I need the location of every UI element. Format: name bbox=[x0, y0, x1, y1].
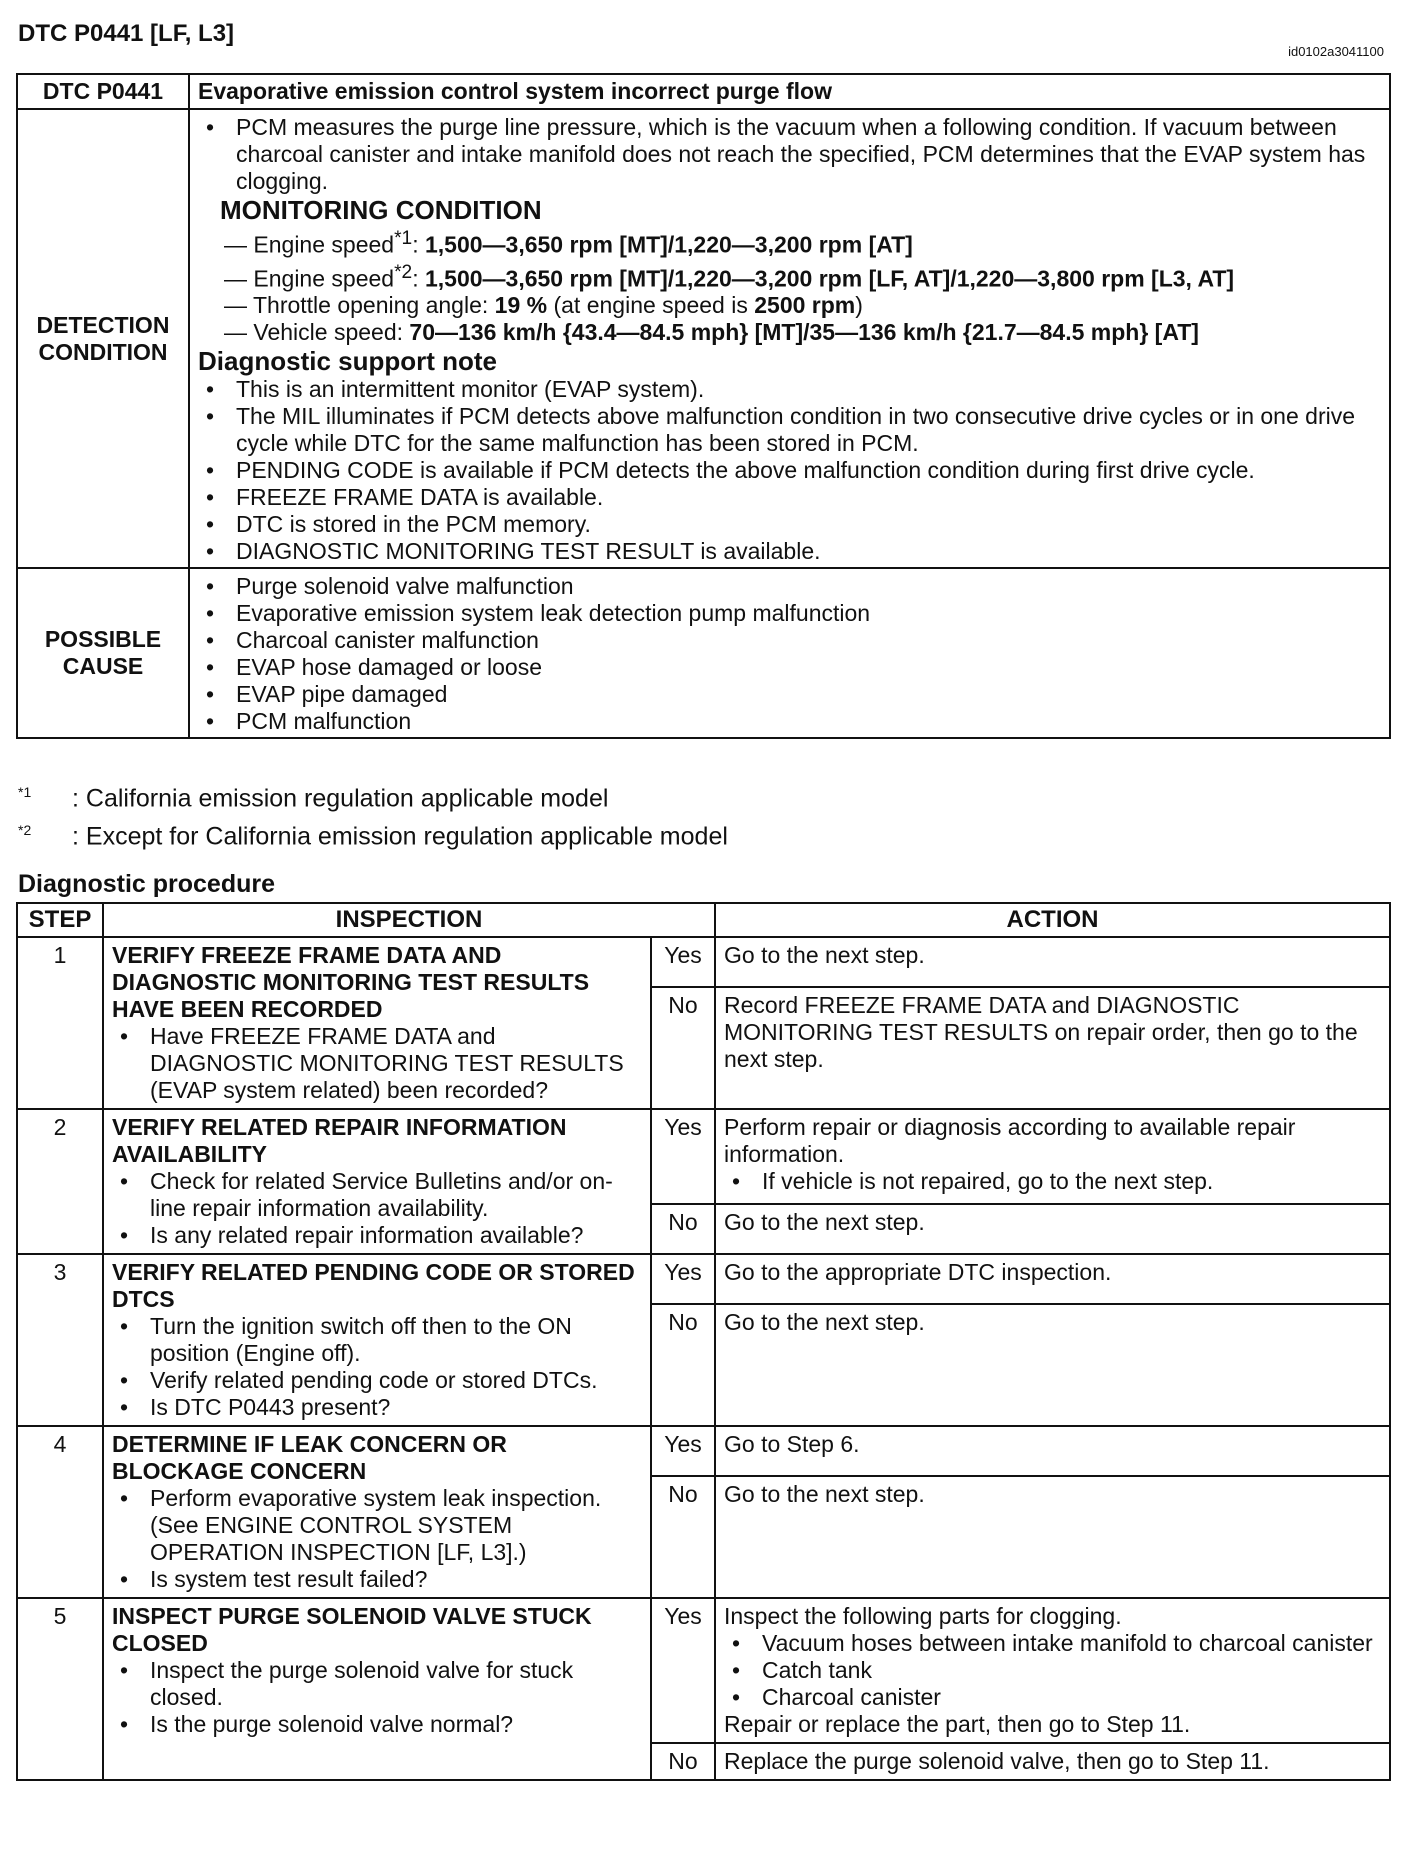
list-item: • Charcoal canister bbox=[762, 1684, 1381, 1711]
dtc-description: Evaporative emission control system incorrect purge flow bbox=[189, 74, 1390, 109]
table-header-row bbox=[17, 903, 1390, 937]
possible-cause-content bbox=[189, 568, 1390, 738]
list-item: • EVAP pipe damaged bbox=[236, 681, 1381, 708]
step-number: 5 bbox=[17, 1598, 103, 1780]
step-number: 1 bbox=[17, 937, 103, 1109]
list-item: • DTC is stored in the PCM memory. bbox=[236, 511, 1381, 538]
table-row bbox=[17, 937, 1390, 987]
no-label: No bbox=[651, 1304, 715, 1426]
list-item: • Turn the ignition switch off then to the ON position (Engine off). bbox=[150, 1313, 642, 1367]
no-label: No bbox=[651, 987, 715, 1109]
detection-condition-content bbox=[189, 109, 1390, 568]
document-id: id0102a3041100 bbox=[1288, 44, 1384, 59]
dtc-code: DTC P0441 bbox=[17, 74, 189, 109]
yes-action: Inspect the following parts for clogging. • Vacuum hoses between intake manifold to charcoal canister • Catch tank • Charcoal canister Repair or replace the part, then go to Step 11. bbox=[715, 1598, 1390, 1743]
yes-action: Go to the next step. bbox=[715, 937, 1390, 987]
step-inspection bbox=[103, 1426, 651, 1598]
no-label: No bbox=[651, 1204, 715, 1254]
monitoring-item: — Vehicle speed: 70—136 km/h {43.4—84.5 mph} [MT]/35—136 km/h {21.7—84.5 mph} [AT] bbox=[224, 319, 1199, 346]
step-title: INSPECT PURGE SOLENOID VALVE STUCK CLOSED bbox=[112, 1603, 592, 1656]
step-inspection bbox=[103, 1254, 651, 1426]
monitoring-condition-title: MONITORING CONDITION bbox=[220, 195, 542, 225]
monitoring-item: — Engine speed$^{*1}$: 1,500—3,650 rpm [MT]/1,220—3,200 rpm [AT] bbox=[224, 228, 913, 258]
step-title: DETERMINE IF LEAK CONCERN OR BLOCKAGE CONCERN bbox=[112, 1431, 507, 1484]
detection-condition-label: DETECTION CONDITION bbox=[17, 109, 189, 568]
list-item: • PENDING CODE is available if PCM detects the above malfunction condition during first drive cycle. bbox=[236, 457, 1381, 484]
detection-intro: • PCM measures the purge line pressure, which is the vacuum when a following condition. If vacuum between charcoal canister and intake manifold does not reach the specified, PCM determines that the EVAP system has clogging. bbox=[236, 114, 1381, 195]
page-title: DTC P0441 [LF, L3] bbox=[18, 20, 235, 47]
list-item: • Is the purge solenoid valve normal? bbox=[150, 1711, 642, 1738]
table-row bbox=[17, 1109, 1390, 1204]
table-row bbox=[17, 1598, 1390, 1743]
list-item: • Vacuum hoses between intake manifold to charcoal canister bbox=[762, 1630, 1381, 1657]
yes-label: Yes bbox=[651, 937, 715, 987]
step-number: 2 bbox=[17, 1109, 103, 1254]
table-row bbox=[17, 1426, 1390, 1476]
list-item: • This is an intermittent monitor (EVAP system). bbox=[236, 376, 1381, 403]
column-header: INSPECTION bbox=[103, 903, 715, 937]
dtc-summary-table bbox=[16, 73, 1391, 739]
list-item: • FREEZE FRAME DATA is available. bbox=[236, 484, 1381, 511]
list-item: • Is system test result failed? bbox=[150, 1566, 642, 1593]
list-item: • Verify related pending code or stored DTCs. bbox=[150, 1367, 642, 1394]
step-title: VERIFY RELATED PENDING CODE OR STORED DTCS bbox=[112, 1259, 635, 1312]
support-note-title: Diagnostic support note bbox=[198, 346, 497, 377]
support-note-list bbox=[198, 376, 1381, 565]
list-item: • Check for related Service Bulletins and/or on-line repair information availability. bbox=[150, 1168, 642, 1222]
list-item: • Inspect the purge solenoid valve for stuck closed. bbox=[150, 1657, 642, 1711]
list-item: • Have FREEZE FRAME DATA and DIAGNOSTIC MONITORING TEST RESULTS (EVAP system related) been recorded? bbox=[150, 1023, 642, 1104]
no-action: Go to the next step. bbox=[715, 1476, 1390, 1598]
yes-action: Go to Step 6. bbox=[715, 1426, 1390, 1476]
list-item: • Perform evaporative system leak inspection. (See ENGINE CONTROL SYSTEM OPERATION INSPECTION [LF, L3].) bbox=[150, 1485, 642, 1566]
no-action: Record FREEZE FRAME DATA and DIAGNOSTIC MONITORING TEST RESULTS on repair order, then go to the next step. bbox=[715, 987, 1390, 1109]
cause-list bbox=[198, 573, 1381, 735]
list-item: • Catch tank bbox=[762, 1657, 1381, 1684]
list-item: • Purge solenoid valve malfunction bbox=[236, 573, 1381, 600]
step-inspection bbox=[103, 1109, 651, 1254]
column-header: ACTION bbox=[715, 903, 1390, 937]
list-item: • Is any related repair information available? bbox=[150, 1222, 642, 1249]
step-title: VERIFY RELATED REPAIR INFORMATION AVAILABILITY bbox=[112, 1114, 567, 1167]
list-item: • PCM malfunction bbox=[236, 708, 1381, 735]
footnote: $^{*1}$ : California emission regulation applicable model bbox=[18, 784, 609, 813]
procedure-heading: Diagnostic procedure bbox=[18, 870, 275, 898]
list-item: • The MIL illuminates if PCM detects above malfunction condition in two consecutive drive cycles or in one drive cycle while DTC for the same malfunction has been stored in PCM. bbox=[236, 403, 1381, 457]
column-header: STEP bbox=[17, 903, 103, 937]
footnotes bbox=[18, 776, 728, 853]
no-label: No bbox=[651, 1743, 715, 1780]
list-item: • Charcoal canister malfunction bbox=[236, 627, 1381, 654]
possible-cause-label: POSSIBLE CAUSE bbox=[17, 568, 189, 738]
list-item: • Is DTC P0443 present? bbox=[150, 1394, 642, 1421]
no-action: Replace the purge solenoid valve, then go to Step 11. bbox=[715, 1743, 1390, 1780]
table-row bbox=[17, 1254, 1390, 1304]
list-item: • EVAP hose damaged or loose bbox=[236, 654, 1381, 681]
yes-label: Yes bbox=[651, 1254, 715, 1304]
list-item: • DIAGNOSTIC MONITORING TEST RESULT is available. bbox=[236, 538, 1381, 565]
yes-label: Yes bbox=[651, 1426, 715, 1476]
detection-intro-list bbox=[198, 114, 1381, 195]
no-action: Go to the next step. bbox=[715, 1204, 1390, 1254]
no-label: No bbox=[651, 1476, 715, 1598]
yes-label: Yes bbox=[651, 1598, 715, 1743]
diagnostic-procedure-table bbox=[16, 902, 1391, 1781]
yes-action: Go to the appropriate DTC inspection. bbox=[715, 1254, 1390, 1304]
footnote: $^{*2}$ : Except for California emission regulation applicable model bbox=[18, 822, 728, 851]
step-number: 3 bbox=[17, 1254, 103, 1426]
step-inspection bbox=[103, 937, 651, 1109]
no-action: Go to the next step. bbox=[715, 1304, 1390, 1426]
list-item: • Evaporative emission system leak detection pump malfunction bbox=[236, 600, 1381, 627]
monitoring-item: — Engine speed$^{*2}$: 1,500—3,650 rpm [MT]/1,220—3,200 rpm [LF, AT]/1,220—3,800 rpm [L3, AT] bbox=[224, 261, 1235, 292]
yes-label: Yes bbox=[651, 1109, 715, 1204]
step-title: VERIFY FREEZE FRAME DATA AND DIAGNOSTIC MONITORING TEST RESULTS HAVE BEEN RECORDED bbox=[112, 942, 590, 1022]
step-inspection bbox=[103, 1598, 651, 1780]
monitoring-conditions bbox=[198, 225, 1381, 346]
step-number: 4 bbox=[17, 1426, 103, 1598]
monitoring-item: — Throttle opening angle: 19 % (at engine speed is 2500 rpm) bbox=[224, 292, 863, 319]
list-item: • If vehicle is not repaired, go to the next step. bbox=[762, 1168, 1381, 1195]
yes-action: Perform repair or diagnosis according to available repair information. • If vehicle is not repaired, go to the next step. bbox=[715, 1109, 1390, 1204]
